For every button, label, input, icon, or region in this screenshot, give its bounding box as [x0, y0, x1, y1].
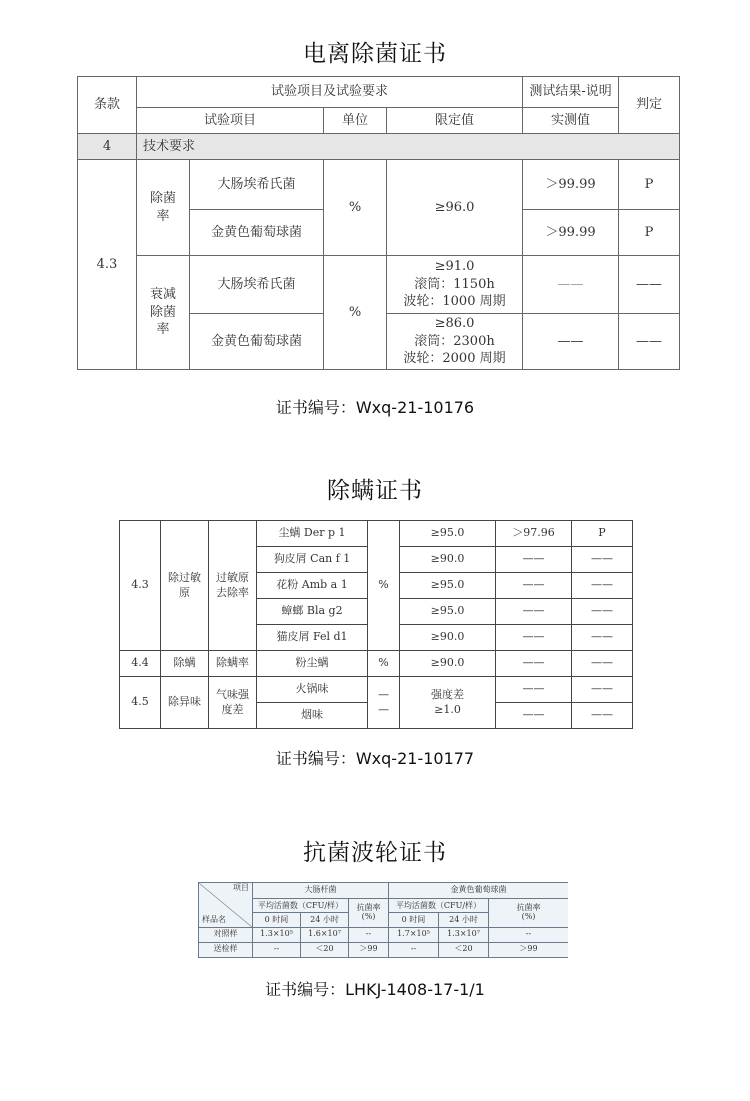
limit-attenuation-1-b: 滚筒：1150h: [414, 276, 495, 292]
group-mite-removal: 除螨: [161, 651, 209, 677]
mite-removal-table: [119, 520, 633, 729]
header-result: 测试结果-说明: [523, 77, 619, 108]
header-ecoli-rate-label: 抗菌率: [356, 903, 381, 913]
judge-cat-dander: ——: [572, 625, 633, 651]
item-ecoli-attenuation: 大肠埃希氏菌: [190, 256, 324, 314]
unit-rate: %: [324, 160, 387, 256]
limit-attenuation-1-c: 波轮：1000 周期: [403, 294, 506, 310]
judge-smoke: ——: [572, 703, 633, 729]
header-clause: 条款: [78, 77, 137, 134]
header-item: 试验项目: [137, 108, 324, 134]
group-attenuation-rate-text: 衰减除菌率: [149, 287, 176, 338]
unit-allergen: %: [368, 521, 400, 651]
limit-odor-value: ≥1.0: [434, 702, 461, 716]
header-ecoli-0h: 0 时间: [253, 913, 301, 927]
clause-4-3: 4.3: [120, 521, 161, 651]
limit-attenuation-2-c: 波轮：2000 周期: [403, 351, 506, 367]
result-smoke: ——: [496, 703, 572, 729]
limit-odor-label: 强度差: [431, 687, 464, 701]
judge-staph: P: [619, 210, 680, 256]
header-staph-rate-label: 抗菌率: [516, 903, 541, 913]
sample-ecoli-24h: ＜20: [301, 942, 349, 957]
control-staph-0h: 1.7×10⁵: [389, 927, 439, 942]
unit-odor-dash-1: —: [378, 687, 389, 701]
header-staph-24h: 24 小时: [439, 913, 489, 927]
certificate-number-1: 证书编号：Wxq-21-10176: [275, 398, 475, 417]
header-staph: 金黄色葡萄球菌: [389, 883, 569, 899]
result-ecoli: ＞99.99: [523, 160, 619, 210]
corner-sample-label: 样品名: [202, 914, 226, 924]
result-staph-attenuation: ——: [523, 314, 619, 370]
limit-dog-dander: ≥90.0: [400, 547, 496, 573]
clause-4-4: 4.4: [120, 651, 161, 677]
result-staph: ＞99.99: [523, 210, 619, 256]
judge-dust-mite: P: [572, 521, 633, 547]
control-staph-rate: --: [489, 927, 569, 942]
result-cat-dander: ——: [496, 625, 572, 651]
header-staph-rate-pct: (%): [521, 911, 536, 921]
header-limit: 限定值: [387, 108, 523, 134]
sub-allergen-rate-text: 过敏原去除率: [216, 570, 249, 599]
item-staph-attenuation: 金黄色葡萄球菌: [190, 314, 324, 370]
judge-mite: ——: [572, 651, 633, 677]
header-staph-avg: 平均活菌数（CFU/样）: [389, 899, 489, 913]
header-staph-rate: [489, 899, 569, 927]
header-item-requirement: 试验项目及试验要求: [137, 77, 523, 108]
sample-staph-24h: ＜20: [439, 942, 489, 957]
result-pollen: ——: [496, 573, 572, 599]
result-dust-mite: ＞97.96: [496, 521, 572, 547]
limit-odor: [400, 677, 496, 729]
limit-cockroach: ≥95.0: [400, 599, 496, 625]
sample-staph-rate: ＞99: [489, 942, 569, 957]
header-ecoli-rate-pct: (%): [361, 911, 376, 921]
limit-attenuation-2-a: ≥86.0: [434, 316, 475, 332]
row4-label: 技术要求: [137, 134, 680, 160]
judge-ecoli: P: [619, 160, 680, 210]
corner-cell: [199, 883, 253, 928]
control-ecoli-rate: --: [349, 927, 389, 942]
limit-attenuation-1-a: ≥91.0: [434, 259, 475, 275]
result-mite: ——: [496, 651, 572, 677]
group-attenuation-rate: [137, 256, 190, 370]
clause-4-3: 4.3: [78, 160, 137, 370]
limit-attenuation-2: [387, 314, 523, 370]
antibacterial-table-scan: [198, 882, 568, 958]
limit-mite: ≥90.0: [400, 651, 496, 677]
certificate-number-2: 证书编号：Wxq-21-10177: [275, 749, 475, 768]
sub-allergen-rate: [209, 521, 257, 651]
group-allergen-removal: [161, 521, 209, 651]
header-judge: 判定: [619, 77, 680, 134]
limit-attenuation-1: [387, 256, 523, 314]
item-pollen: 花粉 Amb a 1: [257, 573, 368, 599]
result-ecoli-attenuation: ——: [523, 256, 619, 314]
certificate-number-3: 证书编号：LHKJ-1408-17-1/1: [265, 980, 485, 999]
row4-number: 4: [78, 134, 137, 160]
unit-mite: %: [368, 651, 400, 677]
item-smoke-odor: 烟味: [257, 703, 368, 729]
corner-item-label: 项目: [233, 883, 249, 892]
sample-staph-0h: --: [389, 942, 439, 957]
unit-odor: [368, 677, 400, 729]
header-unit: 单位: [324, 108, 387, 134]
row-control-label: 对照样: [199, 927, 253, 942]
group-sterilization-rate: [137, 160, 190, 256]
limit-rate: ≥96.0: [387, 160, 523, 256]
limit-dust-mite: ≥95.0: [400, 521, 496, 547]
result-dog-dander: ——: [496, 547, 572, 573]
antibacterial-table: [198, 882, 568, 958]
item-dust-mite: 尘螨 Der p 1: [257, 521, 368, 547]
header-ecoli: 大肠杆菌: [253, 883, 389, 899]
limit-attenuation-2-b: 滚筒：2300h: [414, 333, 495, 349]
header-ecoli-rate: [349, 899, 389, 927]
limit-cat-dander: ≥90.0: [400, 625, 496, 651]
title-mite-removal-certificate: 除螨证书: [327, 478, 423, 504]
item-cat-dander: 猫皮屑 Fel d1: [257, 625, 368, 651]
title-antibacterial-pulsator-certificate: 抗菌波轮证书: [303, 840, 447, 866]
item-staph: 金黄色葡萄球菌: [190, 210, 324, 256]
header-ecoli-avg: 平均活菌数（CFU/样）: [253, 899, 349, 913]
group-sterilization-rate-text: 除菌率: [149, 190, 176, 224]
judge-hotpot: ——: [572, 677, 633, 703]
sub-mite-rate: 除螨率: [209, 651, 257, 677]
sub-odor-intensity: [209, 677, 257, 729]
sample-ecoli-rate: ＞99: [349, 942, 389, 957]
group-odor-removal: 除异味: [161, 677, 209, 729]
unit-odor-dash-2: —: [378, 702, 389, 716]
ionization-test-table: [77, 76, 680, 370]
clause-4-5: 4.5: [120, 677, 161, 729]
judge-staph-attenuation: ——: [619, 314, 680, 370]
judge-pollen: ——: [572, 573, 633, 599]
item-dust-mite-44: 粉尘螨: [257, 651, 368, 677]
header-ecoli-24h: 24 小时: [301, 913, 349, 927]
control-ecoli-0h: 1.3×10⁵: [253, 927, 301, 942]
unit-attenuation: %: [324, 256, 387, 370]
control-ecoli-24h: 1.6×10⁷: [301, 927, 349, 942]
title-ionization-certificate: 电离除菌证书: [303, 41, 447, 67]
sub-odor-intensity-text: 气味强度差: [216, 687, 249, 716]
limit-pollen: ≥95.0: [400, 573, 496, 599]
group-allergen-removal-text: 除过敏原: [168, 570, 201, 599]
result-cockroach: ——: [496, 599, 572, 625]
sample-ecoli-0h: --: [253, 942, 301, 957]
item-cockroach: 蟑螂 Bla g2: [257, 599, 368, 625]
header-measured: 实测值: [523, 108, 619, 134]
row-sample-label: 送检样: [199, 942, 253, 957]
item-hotpot-odor: 火锅味: [257, 677, 368, 703]
judge-ecoli-attenuation: ——: [619, 256, 680, 314]
judge-cockroach: ——: [572, 599, 633, 625]
item-dog-dander: 狗皮屑 Can f 1: [257, 547, 368, 573]
result-hotpot: ——: [496, 677, 572, 703]
item-ecoli: 大肠埃希氏菌: [190, 160, 324, 210]
judge-dog-dander: ——: [572, 547, 633, 573]
control-staph-24h: 1.3×10⁷: [439, 927, 489, 942]
header-staph-0h: 0 时间: [389, 913, 439, 927]
